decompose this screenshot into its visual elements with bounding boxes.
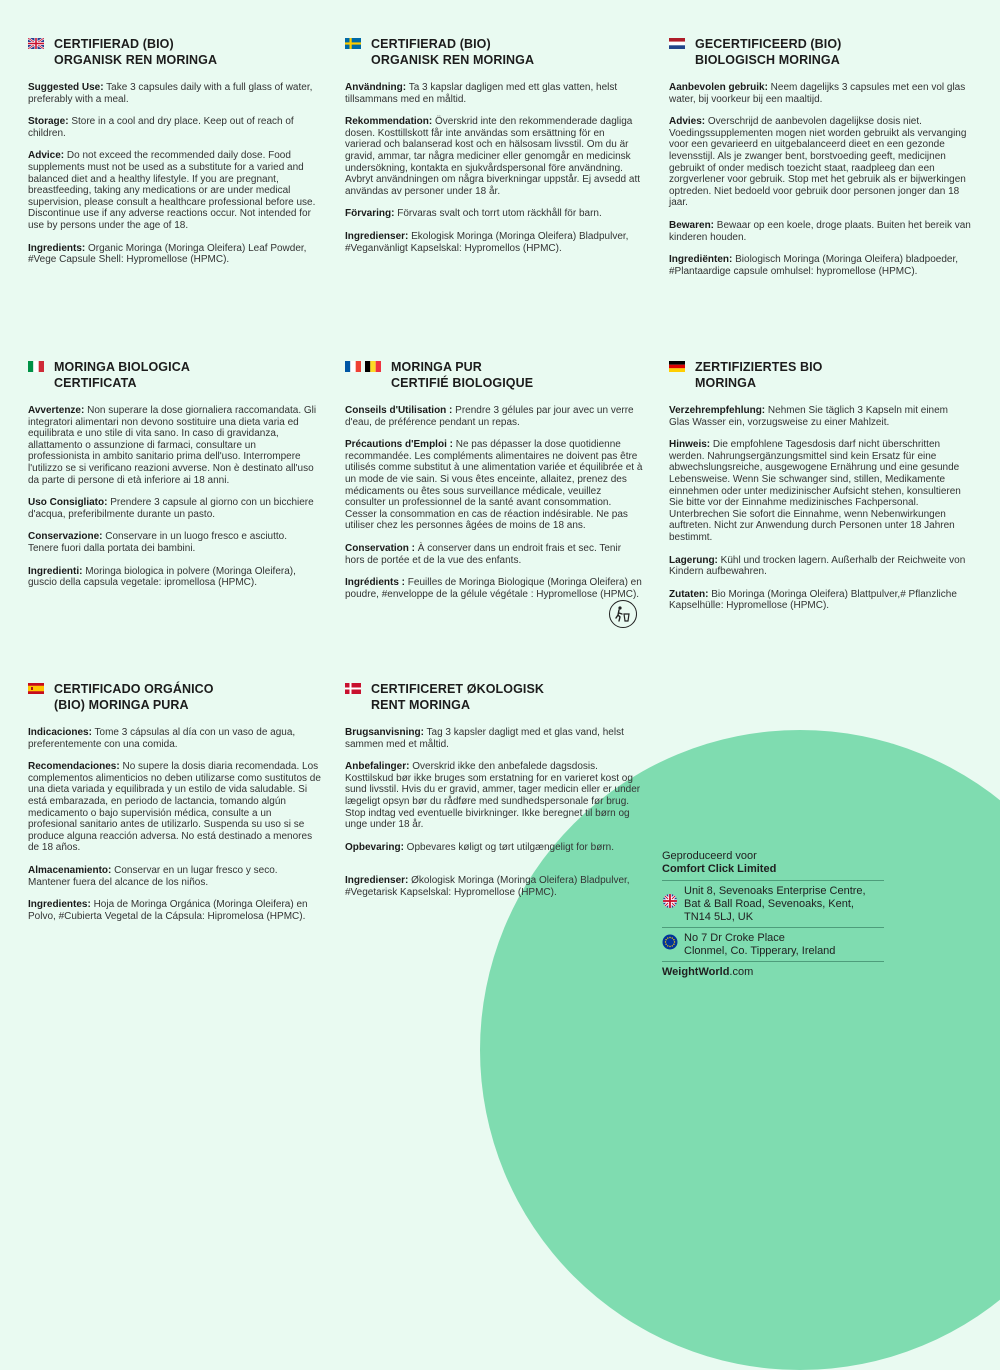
paragraph: Indicaciones: Tome 3 cápsulas al día con un vaso de agua, preferentemente con una comida. bbox=[28, 727, 296, 750]
paragraph: Ingredienser: Økologisk Moringa (Moringa Oleifera) Bladpulver, #Vegetarisk Kapselskal: Hypromellose (HPMC). bbox=[345, 875, 630, 898]
paragraph: Brugsanvisning: Tag 3 kapsler dagligt med et glas vand, helst sammen med et måltid. bbox=[345, 727, 624, 750]
paragraph: Hinweis: Die empfohlene Tagesdosis darf nicht überschritten werden. Nahrungsergänzungsmittel sind kein Ersatz für eine abwechslungsreiche, ausgewogene Ernährung und eine gesunde Lebensweise. Wenn Sie schwanger sind, stillen, Medikamente einnehmen oder unter medizinischer Aufsicht stehen, konsultieren Sie bitte vor der Einnahme medizinisches Fachpersonal. Unterbrechen Sie sofort die Einnahme, wenn Nebenwirkungen auftreten. Nicht zur Anwendung durch Personen unter 18 Jahren bestimmt. bbox=[669, 439, 961, 543]
spain-flag-icon bbox=[28, 683, 44, 694]
paragraph: Ingredienti: Moringa biologica in polvere (Moringa Oleifera), guscio della capsula vegetale: ipromellosa (HPMC). bbox=[28, 565, 296, 589]
title-line-1: CERTIFIERAD (BIO) bbox=[371, 37, 491, 51]
title-line-2: CERTIFIÉ BIOLOGIQUE bbox=[391, 376, 534, 390]
section-de bbox=[669, 359, 969, 623]
title-line-2: ORGANISK REN MORINGA bbox=[371, 53, 535, 67]
paragraph: Recomendaciones: No supere la dosis diaria recomendada. Los complementos alimenticios no deben utilizarse como sustitutos de una dieta variada y equilibrada y un estilo de vida saludable. Si está embarazada, en periodo de lactancia, tomando algún medicamento o bajo supervisión médica, consulte a un profesional sanitario antes de utilizarlo. Suspenda su uso si se produce alguna reacción adversa. No está destinado a menores de 18 años. bbox=[28, 761, 321, 854]
paragraph: Précautions d'Emploi : Ne pas dépasser la dose quotidienne recommandée. Les compléments alimentaires ne doivent pas être utilisés comme substitut à une alimentation variée et équilibrée et à un mode de vie sain. Si vous êtes enceinte, allaitez, prenez des médicaments ou êtes sous surveillance médicale, veuillez consulter un professionnel de la santé avant consommation. Cesser la consommation en cas de réaction indésirable. Ne pas utiliser chez les personnes âgées de moins de 18 ans. bbox=[345, 439, 643, 532]
title-line-2: RENT MORINGA bbox=[371, 698, 471, 712]
title-line-1: CERTIFICADO ORGÁNICO bbox=[54, 682, 214, 696]
eu-address bbox=[662, 927, 884, 961]
paragraph: Advies: Overschrijd de aanbevolen dagelijkse dosis niet. Voedingssupplementen mogen niet worden gebruikt als vervanging voor een gevarieerd en uitgebalanceerd dieet en een gezonde levensstijl. Als je zwanger bent, borstvoeding geeft, medicijnen gebruikt of onder medisch toezicht staat, raadpleeg dan een zorgverlener voor gebruik. Stop met het gebruik als er bijwerkingen optreden. Niet bedoeld voor gebruik door personen jonger dan 18 jaar. bbox=[669, 116, 967, 209]
section-title bbox=[371, 36, 534, 68]
section-da bbox=[345, 681, 645, 910]
title-line-1: CERTIFIERAD (BIO) bbox=[54, 37, 174, 51]
netherlands-flag-icon bbox=[669, 38, 685, 49]
paragraph: Ingredienser: Ekologisk Moringa (Moringa Oleifera) Bladpulver, #Veganvänligt Kapselskal: Hypromellos (HPMC). bbox=[345, 230, 629, 254]
sweden-flag-icon bbox=[345, 38, 361, 49]
paragraph: Suggested Use: Take 3 capsules daily with a full glass of water, preferably with a meal. bbox=[28, 82, 313, 105]
address-line: Bat & Ball Road, Sevenoaks, Kent, bbox=[684, 898, 854, 910]
italy-flag-icon bbox=[28, 361, 44, 372]
paragraph: Ingrediënten: Biologisch Moringa (Moringa Oleifera) bladpoeder, #Plantaardige capsule omhulsel: hypromellose (HPMC). bbox=[669, 254, 959, 277]
section-title bbox=[371, 681, 544, 713]
section-title bbox=[391, 359, 533, 391]
paragraph: Conservation : À conserver dans un endroit frais et sec. Tenir hors de portée et de la vue des enfants. bbox=[345, 542, 622, 566]
title-line-1: CERTIFICERET ØKOLOGISK bbox=[371, 682, 545, 696]
paragraph: Advice: Do not exceed the recommended daily dose. Food supplements must not be used as a substitute for a varied and balanced diet and a healthy lifestyle. If you are pregnant, breastfeeding, taking any medications or are under medical supervision, please consult a healthcare professional before use. Discontinue use if any adverse reactions occur. Not intended for use by persons under the age of 18. bbox=[28, 150, 316, 231]
section-it bbox=[28, 359, 318, 600]
section-fr bbox=[345, 359, 643, 611]
paragraph: Lagerung: Kühl und trocken lagern. Außerhalb der Reichweite von Kindern aufbewahren. bbox=[669, 554, 966, 578]
paragraph: Ingredientes: Hoja de Moringa Orgánica (Moringa Oleifera) en Polvo, #Cubierta Vegetal de la Cápsula: Hipromelosa (HPMC). bbox=[28, 899, 308, 922]
title-line-1: MORINGA BIOLOGICA bbox=[54, 360, 190, 374]
uk-flag-icon bbox=[662, 893, 678, 909]
paragraph: Aanbevolen gebruik: Neem dagelijks 3 capsules met een vol glas water, bij voorkeur bij een maaltijd. bbox=[669, 82, 966, 105]
paragraph: Storage: Store in a cool and dry place. Keep out of reach of children. bbox=[28, 116, 294, 139]
paragraph: Rekommendation: Överskrid inte den rekommenderade dagliga dosen. Kosttillskott får inte användas som ersättning för en varierad och balanserad kost och en hälsosam livsstil. Om du är gravid, ammar, tar några mediciner eller genomgår en medicinsk undersökning, kontakta en sjukvårdspersonal före användning. Avbryt användningen om några biverkningar uppstår. Ej avsedd att användas av personer under 18 år. bbox=[345, 116, 640, 197]
section-title bbox=[54, 359, 190, 391]
title-line-1: GECERTIFICEERD (BIO) bbox=[695, 37, 842, 51]
title-line-1: ZERTIFIZIERTES BIO bbox=[695, 360, 823, 374]
paragraph: Uso Consigliato: Prendere 3 capsule al giorno con un bicchiere d'acqua, preferibilmente durante un pasto. bbox=[28, 497, 314, 520]
address-line: Clonmel, Co. Tipperary, Ireland bbox=[684, 945, 836, 957]
germany-flag-icon bbox=[669, 361, 685, 372]
section-title bbox=[695, 36, 841, 68]
producer-company: Comfort Click Limited bbox=[662, 863, 777, 875]
address-line: No 7 Dr Croke Place bbox=[684, 932, 785, 944]
address-line: TN14 5LJ, UK bbox=[684, 911, 754, 923]
title-line-2: MORINGA bbox=[695, 376, 757, 390]
france-flag-icon bbox=[345, 361, 361, 372]
section-nl bbox=[669, 36, 974, 288]
section-title bbox=[54, 681, 214, 713]
paragraph: Ingrédients : Feuilles de Moringa Biologique (Moringa Oleifera) en poudre, #enveloppe de la gélule végétale : Hypromellose (HPMC). bbox=[345, 577, 642, 600]
title-line-1: MORINGA PUR bbox=[391, 360, 482, 374]
uk-address bbox=[662, 880, 884, 927]
paragraph: Anbefalinger: Overskrid ikke den anbefalede dagsdosis. Kosttilskud bør ikke bruges som erstatning for en varieret kost og sund livsstil. Hvis du er gravid, ammer, tager medicin eller er under lægeligt opsyn bør du rådføre med sundhedspersonale før brug. Stop indtag ved eventuelle bivirkninger. Ikke beregnet til børn og unge under 18 år. bbox=[345, 761, 641, 831]
section-es bbox=[28, 681, 321, 933]
recycle-person-icon bbox=[609, 600, 637, 628]
paragraph: Användning: Ta 3 kapslar dagligen med ett glas vatten, helst tillsammans med en måltid. bbox=[345, 82, 618, 105]
title-line-2: BIOLOGISCH MORINGA bbox=[695, 53, 840, 67]
producer-info bbox=[662, 850, 884, 978]
paragraph: Bewaren: Bewaar op een koele, droge plaats. Buiten het bereik van kinderen houden. bbox=[669, 219, 971, 243]
paragraph: Förvaring: Förvaras svalt och torrt utom räckhåll för barn. bbox=[345, 208, 602, 220]
title-line-2: CERTIFICATA bbox=[54, 376, 137, 390]
website-tld: .com bbox=[729, 966, 754, 978]
paragraph: Opbevaring: Opbevares køligt og tørt utilgængeligt for børn. bbox=[345, 841, 614, 853]
section-sv bbox=[345, 36, 640, 265]
uk-flag-icon bbox=[28, 38, 44, 49]
paragraph: Verzehrempfehlung: Nehmen Sie täglich 3 Kapseln mit einem Glas Wasser ein, vorzugsweise zu einer Mahlzeit. bbox=[669, 405, 949, 428]
address-line: Unit 8, Sevenoaks Enterprise Centre, bbox=[684, 885, 866, 897]
website-link[interactable] bbox=[662, 961, 884, 978]
paragraph: Zutaten: Bio Moringa (Moringa Oleifera) Blattpulver,# Pflanzliche Kapselhülle: Hypromellose (HPMC). bbox=[669, 588, 957, 612]
section-en bbox=[28, 36, 318, 277]
paragraph: Ingredients: Organic Moringa (Moringa Oleifera) Leaf Powder, #Vege Capsule Shell: Hypromellose (HPMC). bbox=[28, 242, 307, 266]
paragraph: Avvertenze: Non superare la dose giornaliera raccomandata. Gli integratori alimentari non devono sostituire una dieta varia ed equilibrata e uno stile di vita sano. In caso di gravidanza, allattamento o assunzione di farmaci, consultare un professionista in ambito sanitario prima dell'uso. Interrompere l'utilizzo se si verificano reazioni avverse. Non è destinato all'uso da parte di persone di età inferiore ai 18 anni. bbox=[28, 405, 317, 486]
section-title bbox=[54, 36, 217, 68]
section-title bbox=[695, 359, 823, 391]
belgium-flag-icon bbox=[365, 361, 381, 372]
title-line-2: (BIO) MORINGA PURA bbox=[54, 698, 189, 712]
eu-flag-icon bbox=[662, 934, 678, 950]
website-brand: WeightWorld bbox=[662, 966, 730, 978]
title-line-2: ORGANISK REN MORINGA bbox=[54, 53, 218, 67]
paragraph: Conseils d'Utilisation : Prendre 3 gélules par jour avec un verre d'eau, de préférence pendant un repas. bbox=[345, 405, 634, 428]
producer-intro: Geproduceerd voor bbox=[662, 850, 757, 862]
paragraph: Almacenamiento: Conservar en un lugar fresco y seco. Mantener fuera del alcance de los niños. bbox=[28, 864, 278, 888]
denmark-flag-icon bbox=[345, 683, 361, 694]
paragraph: Conservazione: Conservare in un luogo fresco e asciutto. Tenere fuori dalla portata dei bambini. bbox=[28, 531, 288, 554]
